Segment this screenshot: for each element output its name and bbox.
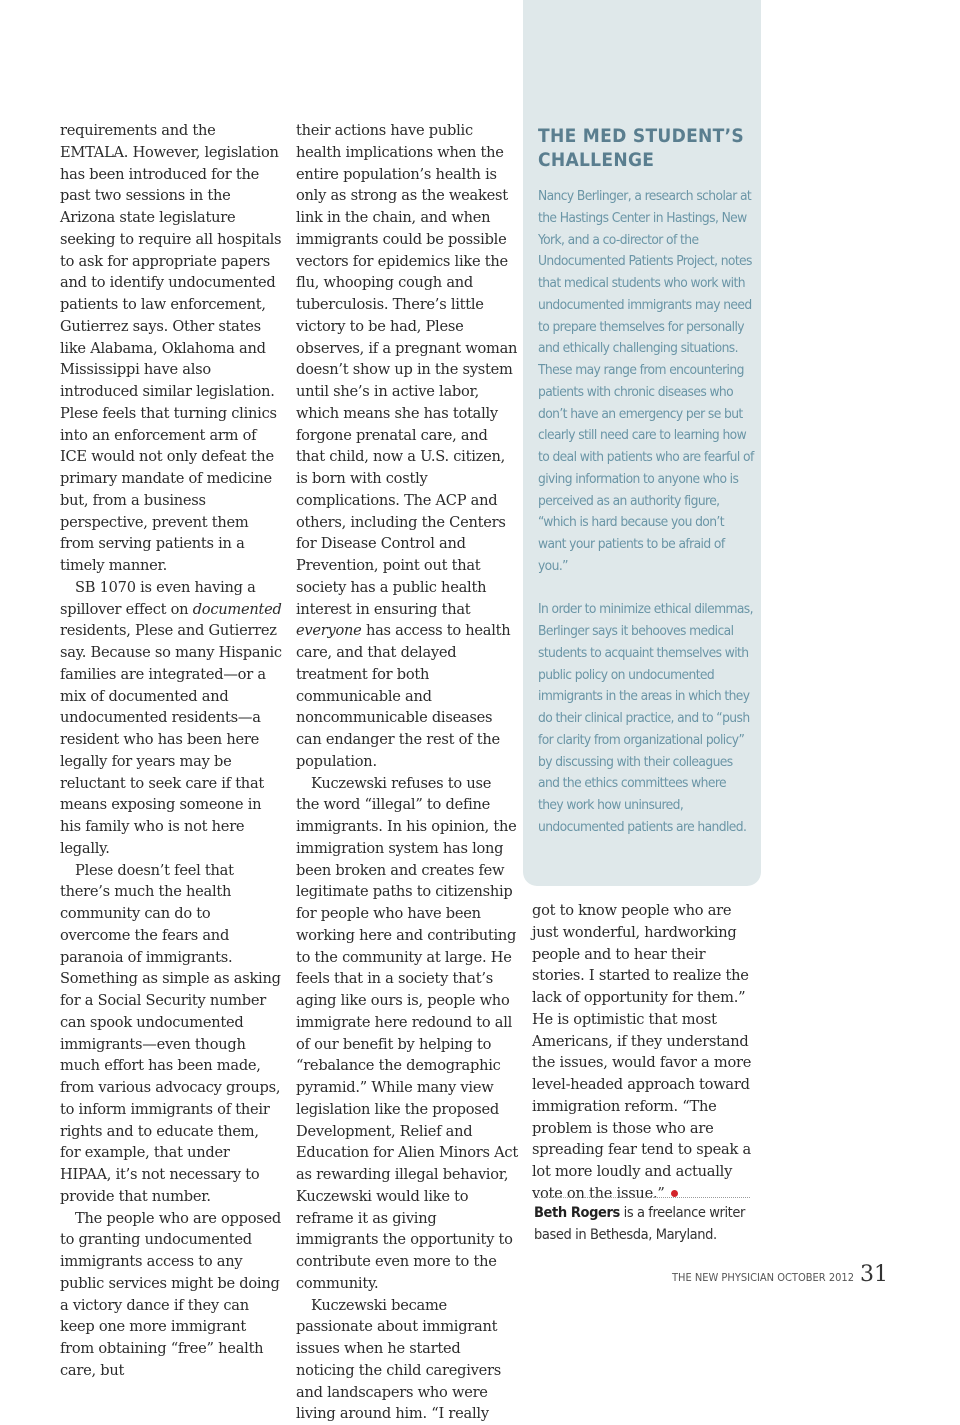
sidebar-paragraph-1: Nancy Berlinger, a research scholar at the Hastings Center in Hastings, New York, and a co-director of the Undocumented Patients Project, notes that medical students who work with undocumented immigrants may need to prepare themselves for personally and ethically challenging situations. These may range from encountering patients with chronic diseases who don’t have an emergency per se but clearly still need care to learning how to deal with patients who are fearful of giving information to anyone who is perceived as an authority figure, “which is hard because you don’t want your patients to be afraid of you.”	[538, 186, 754, 578]
col3-paragraph-1	[532, 900, 754, 1205]
col2-paragraph-2: Kuczewski refuses to use the word “illegal” to define immigrants. In his opinion, the immigration system has long been broken and creates few legitimate paths to citizenship for people who have been working here and contributing to the community at large. He feels that in a society that’s aging like ours is, people who immigrate here redound to all of our benefit by helping to “rebalance the demographic pyramid.” While many view legislation like the proposed Development, Relief and Education for Alien Minors Act as rewarding illegal behavior, Kuczewski would like to reframe it as giving immigrants the opportunity to contribute even more to the community.	[296, 773, 518, 1295]
byline-divider	[534, 1197, 750, 1198]
author-byline	[534, 1203, 754, 1247]
end-mark-icon	[671, 1190, 678, 1197]
col2-p1-emphasis: everyone	[296, 622, 362, 639]
column-2	[296, 120, 518, 1425]
col1-paragraph-1: requirements and the EMTALA. However, legislation has been introduced for the past two sessions in the Arizona state legislature seeking to require all hospitals to ask for appropriate papers and to identify undocumented patients to law enforcement, Gutierrez says. Other states like Alabama, Oklahoma and Mississippi have also introduced similar legislation. Plese feels that turning clinics into an enforcement arm of ICE would not only defeat the primary mandate of medicine but, from a business perspective, prevent them from serving patients in a timely manner.	[60, 120, 282, 577]
page-number: 31	[860, 1262, 888, 1287]
col1-paragraph-3: Plese doesn’t feel that there’s much the health community can do to overcome the fears and paranoia of immigrants. Something as simple as asking for a Social Security number can spook undocumented immigrants—even though much effort has been made, from various advocacy groups, to inform immigrants of their rights and to educate them, for example, that under HIPAA, it’s not necessary to provide that number.	[60, 860, 282, 1208]
column-3	[532, 900, 754, 1205]
publication-line: THE NEW PHYSICIAN OCTOBER 2012	[672, 1271, 854, 1284]
col2-paragraph-1	[296, 120, 518, 773]
sidebar-paragraph-2: In order to minimize ethical dilemmas, Berlinger says it behooves medical students to acquaint themselves with public policy on undocumented immigrants in the areas in which they do their clinical practice, and to “push for clarity from organizational policy” by discussing with their colleagues and the ethics committees where they work how uninsured, undocumented patients are handled.	[538, 599, 754, 838]
col1-paragraph-4: The people who are opposed to granting undocumented immigrants access to any public services might be doing a victory dance if they can keep one more immigrant from obtaining “free” health care, but	[60, 1208, 282, 1382]
column-1	[60, 120, 282, 1382]
col2-paragraph-3: Kuczewski became passionate about immigrant issues when he started noticing the child caregivers and landscapers who were living around him. “I really	[296, 1295, 518, 1425]
author-description: is a freelance writer based in Bethesda, Maryland.	[534, 1205, 745, 1243]
author-name: Beth Rogers	[534, 1205, 620, 1221]
col1-p2-emphasis: documented	[193, 601, 282, 618]
sidebar-body	[538, 186, 754, 860]
col1-p2-text-after: residents, Plese and Gutierrez say. Because so many Hispanic families are integrated—or a mix of documented and undocumented residents—a resident who has been here legally for years may be reluctant to seek care if that means exposing someone in his family who is not here legally.	[60, 622, 282, 857]
col2-p1-text-before: their actions have public health implications when the entire population’s health is only as strong as the weakest link in the chain, and when immigrants could be possible vectors for epidemics like the flu, whooping cough and tuberculosis. There’s little victory to be had, Plese observes, if a pregnant woman doesn’t show up in the system until she’s in active labor, which means she has totally forgone prenatal care, and that child, now a U.S. citizen, is born with costly complications. The ACP and others, including the Centers for Disease Control and Prevention, point out that society has a public health interest in ensuring that	[296, 122, 517, 618]
col1-paragraph-2	[60, 577, 282, 860]
page-footer	[672, 1262, 888, 1287]
sidebar-title: THE MED STUDENT’S CHALLENGE	[538, 124, 748, 172]
col3-text: got to know people who are just wonderful, hardworking people and to hear their stories. I started to realize the lack of opportunity for them.” He is optimistic that most Americans, if they understand the issues, would favor a more level-headed approach toward immigration reform. “The problem is those who are spreading fear tend to speak a lot more loudly and actually vote on the issue.”	[532, 902, 751, 1202]
col2-p1-text-after: has access to health care, and that delayed treatment for both communicable and noncommunicable diseases can endanger the rest of the population.	[296, 622, 510, 770]
col1-p2-text-before: SB 1070 is even having a spillover effect on	[60, 579, 256, 618]
